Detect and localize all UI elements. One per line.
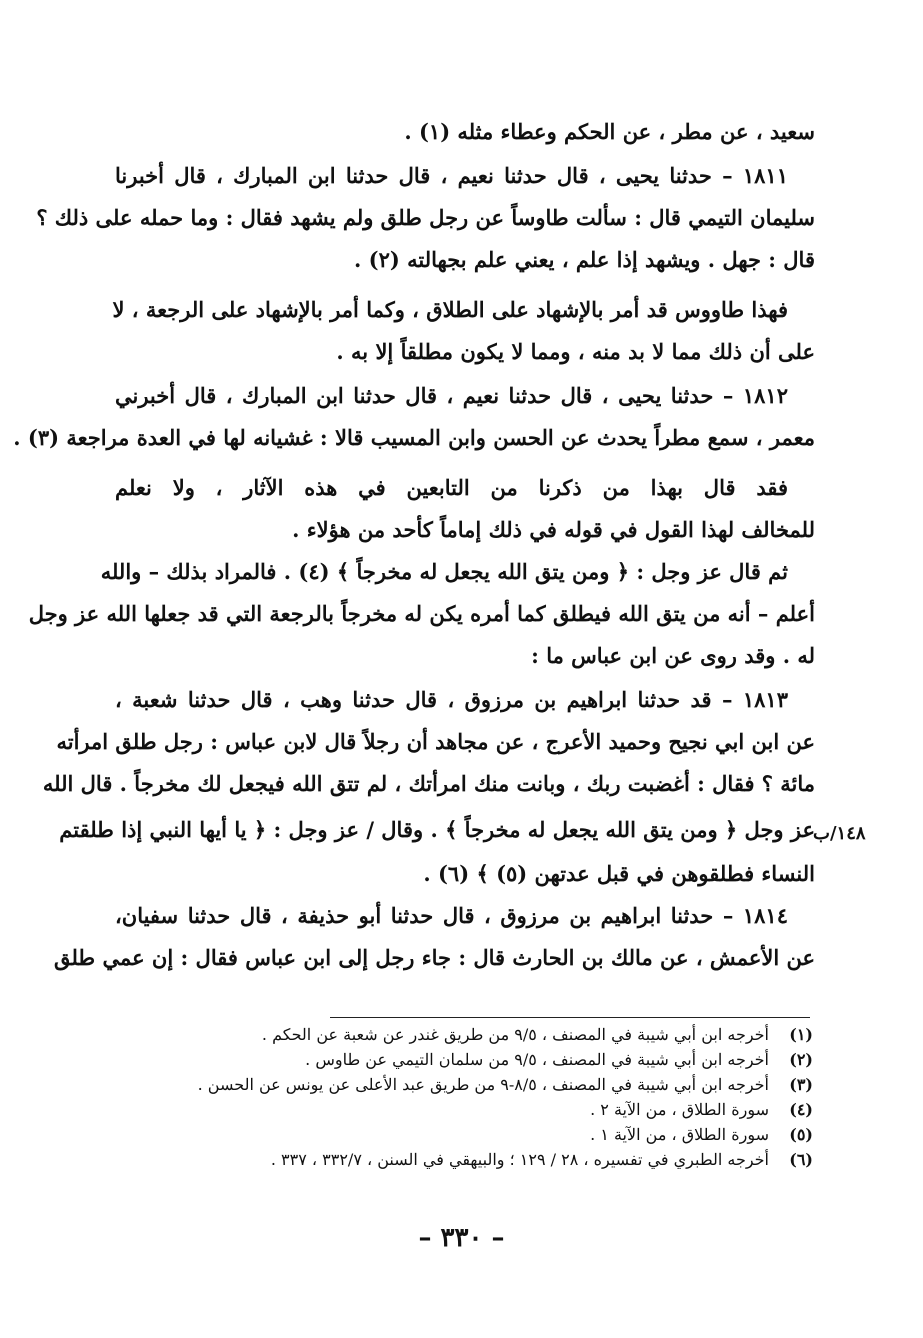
body-line: ١٨١١ – حدثنا يحيى ، قال حدثنا نعيم ، قال حدثنا ابن المبارك ، قال أخبرنا bbox=[115, 163, 788, 188]
footnote-text: أخرجه الطبري في تفسيره ، ٢٨ / ١٢٩ ؛ والبيهقي في السنن ، ٣٣٢/٧ ، ٣٣٧ . bbox=[270, 1150, 769, 1169]
footnote-number: (٦) bbox=[789, 1150, 813, 1169]
body-line: عز وجل ﴿ ومن يتق الله يجعل له مخرجاً ﴾ . وقال / عز وجل : ﴿ يا أيها النبي إذا طلقتم bbox=[59, 817, 815, 842]
footnote-number: (٤) bbox=[789, 1100, 813, 1119]
body-line: ثم قال عز وجل : ﴿ ومن يتق الله يجعل له مخرجاً ﴾ (٤) . فالمراد بذلك – والله bbox=[100, 559, 788, 584]
body-line: سليمان التيمي قال : سألت طاوساً عن رجل طلق ولم يشهد فقال : وما حمله على ذلك ؟ bbox=[36, 205, 815, 230]
footnote-number: (١) bbox=[789, 1025, 813, 1044]
footnote-text: سورة الطلاق ، من الآية ١ . bbox=[590, 1125, 769, 1144]
body-line: ١٨١٤ – حدثنا ابراهيم بن مرزوق ، قال حدثنا أبو حذيفة ، قال حدثنا سفيان، bbox=[115, 903, 788, 928]
footnote-number: (٣) bbox=[789, 1075, 813, 1094]
footnote bbox=[163, 1124, 813, 1146]
page-number: – ٣٣٠ – bbox=[418, 1223, 505, 1253]
footnote-divider bbox=[330, 1017, 810, 1018]
body-line: قال : جهل . ويشهد إذا علم ، يعني علم بجهالته (٢) . bbox=[354, 247, 815, 272]
footnote bbox=[163, 1149, 813, 1171]
body-line: معمر ، سمع مطراً يحدث عن الحسن وابن المسيب قالا : غشيانه لها في العدة مراجعة (٣) . bbox=[13, 425, 815, 450]
footnote-number: (٢) bbox=[789, 1050, 813, 1069]
body-line: عن الأعمش ، عن مالك بن الحارث قال : جاء رجل إلى ابن عباس فقال : إن عمي طلق bbox=[53, 945, 815, 970]
body-line: النساء فطلقوهن في قبل عدتهن (٥) ﴾ (٦) . bbox=[423, 861, 815, 886]
footnote-text: أخرجه ابن أبي شيبة في المصنف ، ٨/٥-٩ من طريق عبد الأعلى عن يونس عن الحسن . bbox=[197, 1075, 769, 1094]
body-line: فهذا طاووس قد أمر بالإشهاد على الطلاق ، وكما أمر بالإشهاد على الرجعة ، لا bbox=[112, 297, 788, 322]
footnote-number: (٥) bbox=[789, 1125, 813, 1144]
footnote bbox=[163, 1024, 813, 1046]
footnote-text: أخرجه ابن أبي شيبة في المصنف ، ٩/٥ من سلمان التيمي عن طاوس . bbox=[305, 1050, 769, 1069]
body-line: ١٨١٣ – قد حدثنا ابراهيم بن مرزوق ، قال حدثنا وهب ، قال حدثنا شعبة ، bbox=[115, 687, 788, 712]
footnote bbox=[163, 1074, 813, 1096]
body-line: على أن ذلك مما لا بد منه ، ومما لا يكون مطلقاً إلا به . bbox=[336, 339, 815, 364]
body-line: فقد قال بهذا من ذكرنا من التابعين في هذه الآثار ، ولا نعلم bbox=[115, 475, 788, 500]
footnote bbox=[163, 1099, 813, 1121]
body-line: عن ابن ابي نجيح وحميد الأعرج ، عن مجاهد أن رجلاً قال لابن عباس : رجل طلق امرأته bbox=[56, 729, 815, 754]
body-line: مائة ؟ فقال : أغضبت ربك ، وبانت منك امرأتك ، لم تتق الله فيجعل لك مخرجاً . قال الله bbox=[42, 771, 815, 796]
footnote-text: أخرجه ابن أبي شيبة في المصنف ، ٩/٥ من طريق غندر عن شعبة عن الحكم . bbox=[261, 1025, 769, 1044]
margin-folio-note: ١٤٨/ب bbox=[813, 823, 866, 844]
body-line: أعلم – أنه من يتق الله فيطلق كما أمره يكن له مخرجاً بالرجعة التي قد جعلها الله عز وجل bbox=[28, 601, 815, 626]
footnote bbox=[163, 1049, 813, 1071]
body-line: له . وقد روى عن ابن عباس ما : bbox=[531, 643, 815, 668]
body-line: ١٨١٢ – حدثنا يحيى ، قال حدثنا نعيم ، قال حدثنا ابن المبارك ، قال أخبرني bbox=[115, 383, 788, 408]
footnote-text: سورة الطلاق ، من الآية ٢ . bbox=[590, 1100, 769, 1119]
body-line: سعيد ، عن مطر ، عن الحكم وعطاء مثله (١) . bbox=[404, 119, 815, 144]
body-line: للمخالف لهذا القول في قوله في ذلك إماماً كأحد من هؤلاء . bbox=[292, 517, 815, 542]
